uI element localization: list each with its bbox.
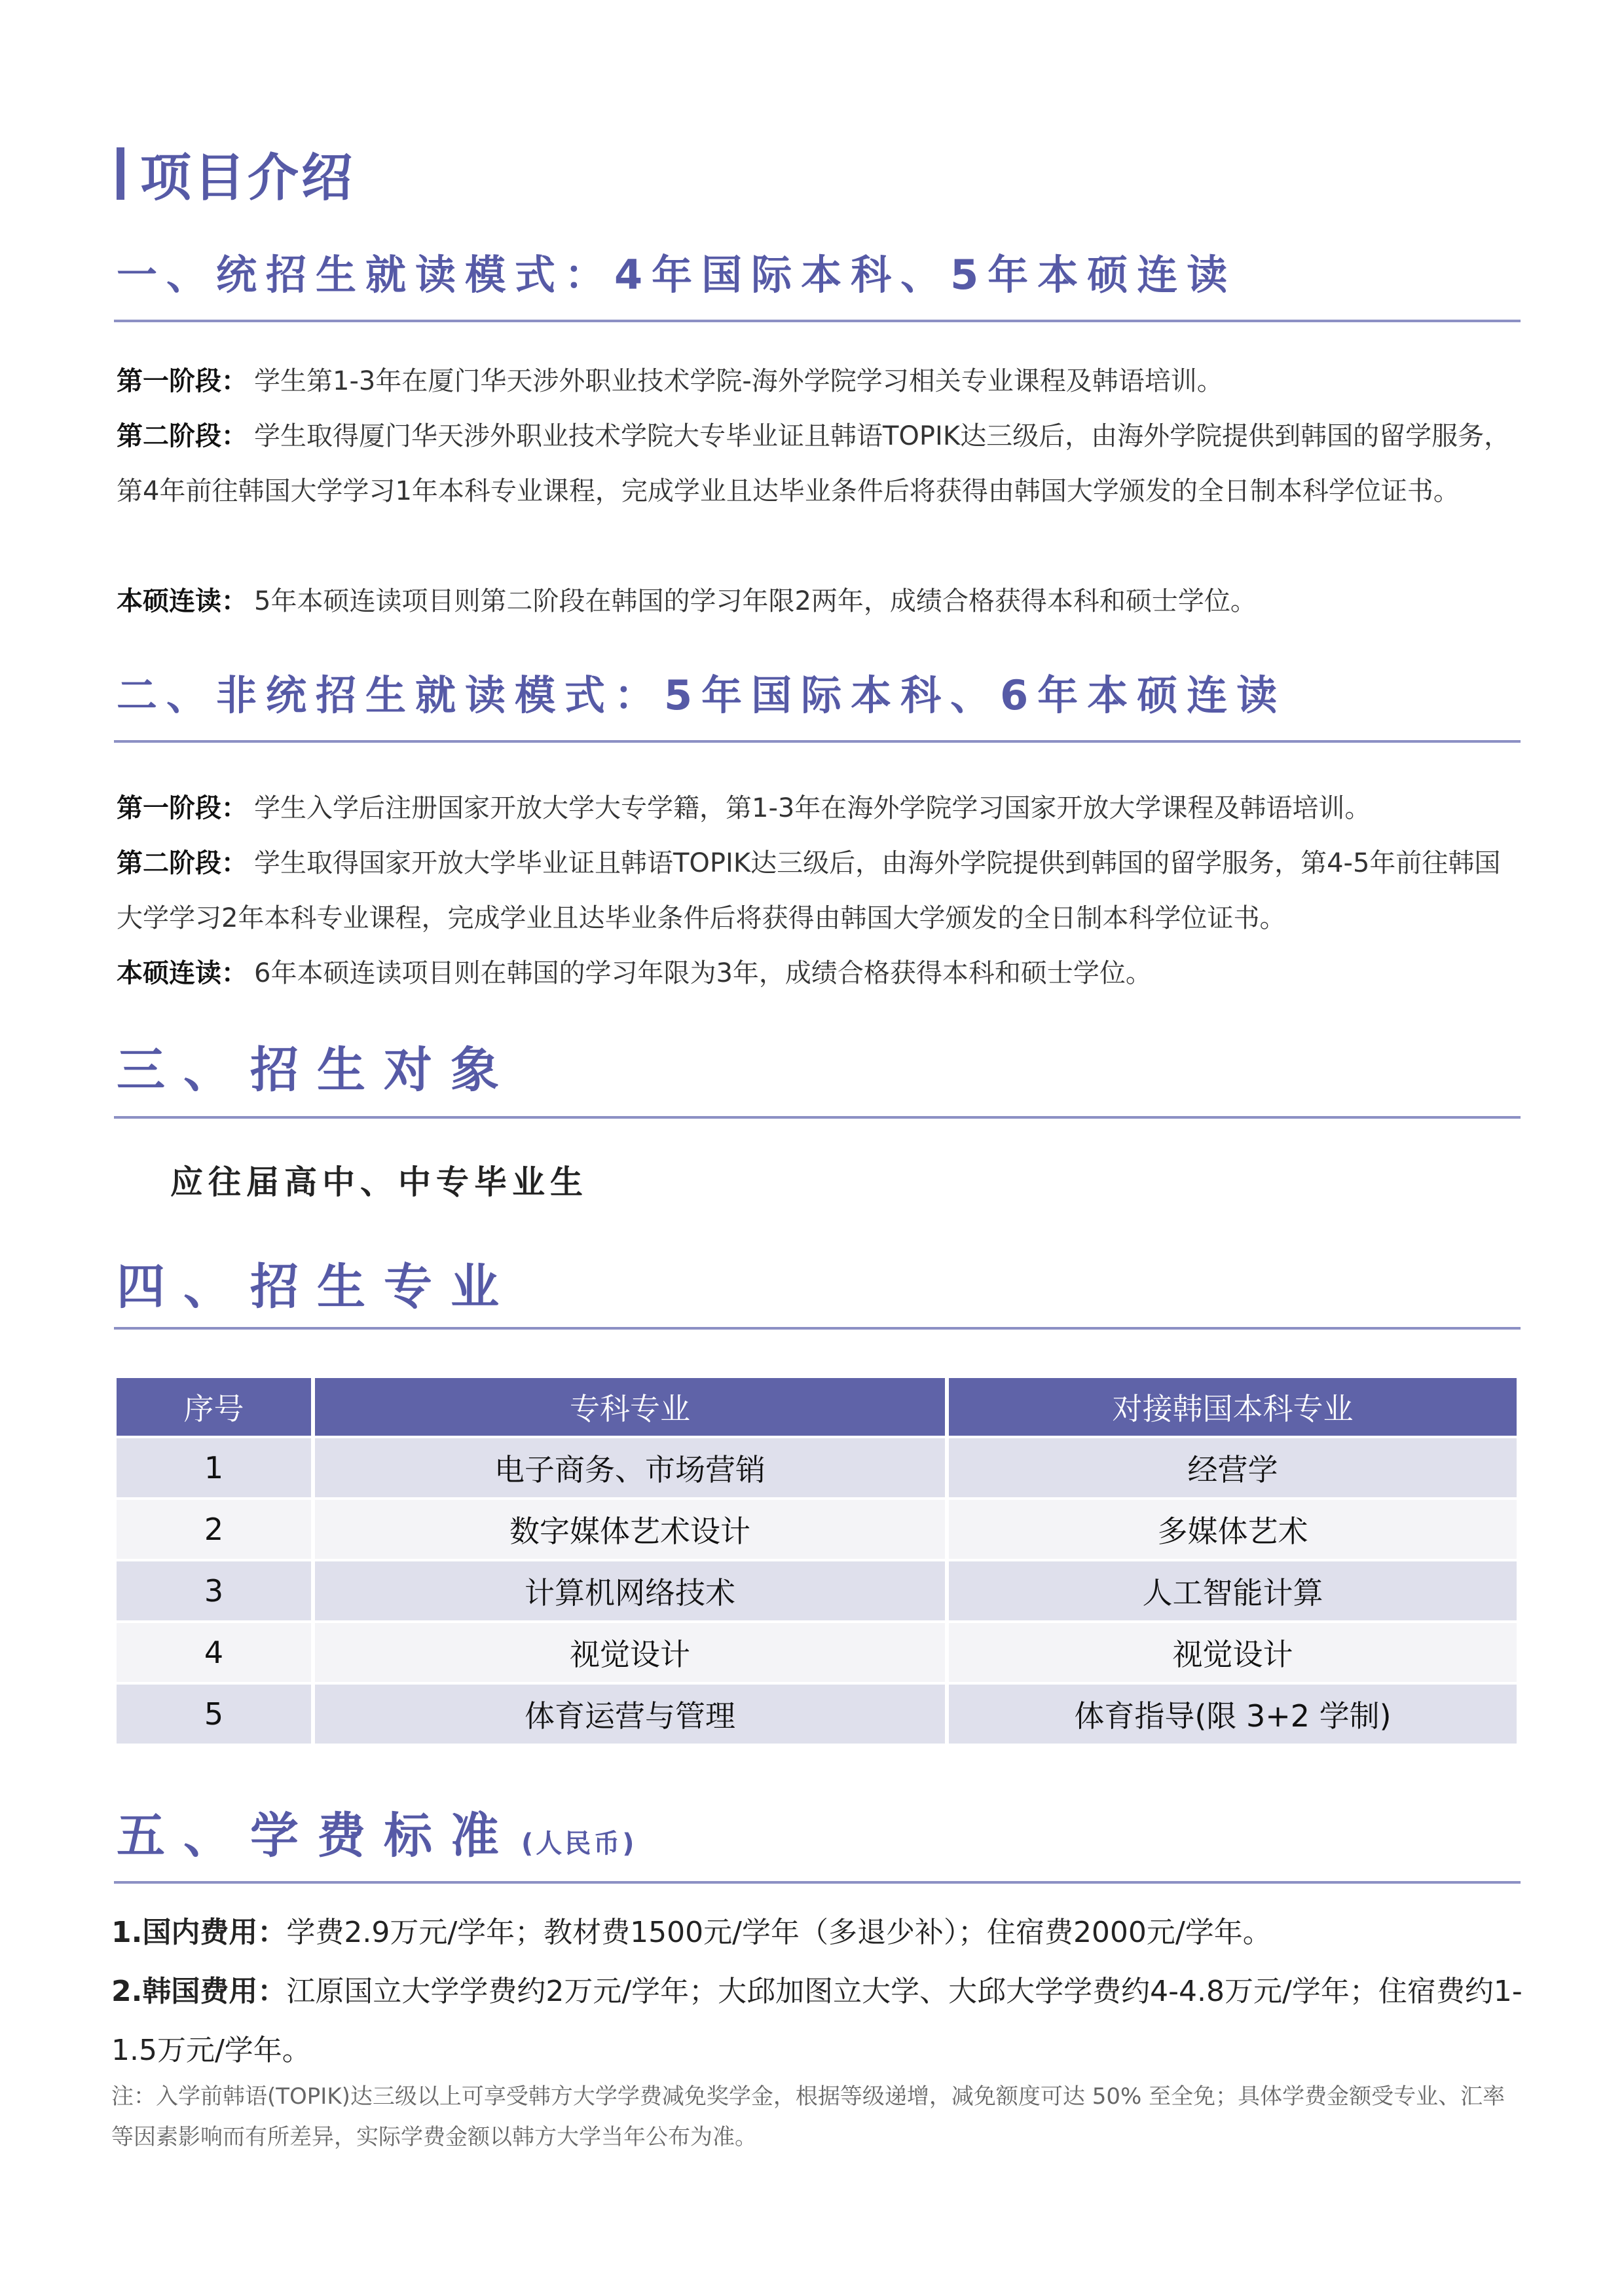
row-korean-major: 体育指导(限 3+2 学制) bbox=[949, 1685, 1517, 1744]
korea-fees-label: 2.韩国费用： bbox=[111, 1975, 287, 2008]
row-index: 5 bbox=[117, 1685, 311, 1744]
section2-stage2-text: 学生取得国家开放大学毕业证且韩语TOPIK达三级后，由海外学院提供到韩国的留学服务，第4-5年前往韩国大学学习2年本科专业课程，完成学业且达毕业条件后将获得由韩国大学颁发的全日制本科学位证书。 bbox=[117, 848, 1501, 933]
section1-master-text: 5年本硕连读项目则第二阶段在韩国的学习年限2两年，成绩合格获得本科和硕士学位。 bbox=[254, 586, 1257, 616]
header-index: 序号 bbox=[117, 1378, 311, 1436]
table-row bbox=[117, 1623, 1517, 1682]
korea-fees bbox=[111, 1962, 1526, 2080]
heading-accent-bar bbox=[117, 147, 124, 200]
table-row bbox=[117, 1500, 1517, 1559]
row-college-major: 计算机网络技术 bbox=[315, 1561, 945, 1620]
section2-stage1 bbox=[117, 781, 1524, 836]
section3-title: 三、招生对象 bbox=[117, 1042, 517, 1098]
row-korean-major: 多媒体艺术 bbox=[949, 1500, 1517, 1559]
section2-master bbox=[117, 946, 1524, 1001]
section5-title bbox=[117, 1797, 637, 1867]
fee-note: 注：入学前韩语(TOPIK)达三级以上可享受韩方大学学费减免奖学金，根据等级递增，减免额度可达 50% 至全免；具体学费金额受专业、汇率等因素影响而有所差异，实际学费金额以韩方大学当年公布为准。 bbox=[111, 2083, 1505, 2150]
section1-master-label: 本硕连读： bbox=[117, 586, 248, 616]
table-row bbox=[117, 1438, 1517, 1497]
section1-stage1-label: 第一阶段： bbox=[117, 366, 248, 396]
section2-stage1-label: 第一阶段： bbox=[117, 793, 248, 823]
section1-title: 一、统招生就读模式：4年国际本科、5年本硕连读 bbox=[117, 251, 1237, 299]
section1-stage1-text: 学生第1-3年在厦门华天涉外职业技术学院-海外学院学习相关专业课程及韩语培训。 bbox=[254, 366, 1223, 396]
table-header-row bbox=[117, 1378, 1517, 1436]
domestic-fees bbox=[111, 1903, 1526, 1962]
row-korean-major: 视觉设计 bbox=[949, 1623, 1517, 1682]
section2-master-text: 6年本硕连读项目则在韩国的学习年限为3年，成绩合格获得本科和硕士学位。 bbox=[254, 958, 1152, 988]
section3-divider bbox=[114, 1116, 1521, 1119]
row-index: 2 bbox=[117, 1500, 311, 1559]
section4-title: 四、招生专业 bbox=[117, 1259, 517, 1315]
header-korean-major: 对接韩国本科专业 bbox=[949, 1378, 1517, 1436]
section5-subtitle: (人民币) bbox=[521, 1829, 637, 1859]
enrollment-target: 应往届高中、中专毕业生 bbox=[170, 1163, 588, 1201]
row-index: 3 bbox=[117, 1561, 311, 1620]
table-row bbox=[117, 1685, 1517, 1744]
row-index: 4 bbox=[117, 1623, 311, 1682]
domestic-fees-label: 1.国内费用： bbox=[111, 1916, 287, 1949]
intro-heading bbox=[117, 144, 356, 208]
table-row bbox=[117, 1561, 1517, 1620]
majors-table bbox=[113, 1375, 1521, 1746]
row-korean-major: 人工智能计算 bbox=[949, 1561, 1517, 1620]
section1-master bbox=[117, 574, 1524, 629]
section1-divider bbox=[114, 320, 1521, 322]
row-college-major: 体育运营与管理 bbox=[315, 1685, 945, 1744]
section2-stage2 bbox=[117, 836, 1524, 946]
section1-stage2-text: 学生取得厦门华天涉外职业技术学院大专毕业证且韩语TOPIK达三级后，由海外学院提供到韩国的留学服务，第4年前往韩国大学学习1年本科专业课程，完成学业且达毕业条件后将获得由韩国大学颁发的全日制本科学位证书。 bbox=[117, 421, 1511, 506]
row-college-major: 视觉设计 bbox=[315, 1623, 945, 1682]
row-index: 1 bbox=[117, 1438, 311, 1497]
intro-title: 项目介绍 bbox=[140, 149, 356, 208]
section2-stage2-label: 第二阶段： bbox=[117, 848, 248, 878]
header-college-major: 专科专业 bbox=[315, 1378, 945, 1436]
section2-stage1-text: 学生入学后注册国家开放大学大专学籍，第1-3年在海外学院学习国家开放大学课程及韩语培训。 bbox=[254, 793, 1371, 823]
section4-divider bbox=[114, 1327, 1521, 1330]
section2-divider bbox=[114, 740, 1521, 743]
section1-stage1 bbox=[117, 354, 1524, 409]
row-college-major: 电子商务、市场营销 bbox=[315, 1438, 945, 1497]
korea-fees-text: 江原国立大学学费约2万元/学年；大邱加图立大学、大邱大学学费约4-4.8万元/学年；住宿费约1-1.5万元/学年。 bbox=[111, 1975, 1522, 2067]
section1-stage2 bbox=[117, 409, 1524, 519]
section2-master-label: 本硕连读： bbox=[117, 958, 248, 988]
section1-stage2-label: 第二阶段： bbox=[117, 421, 248, 451]
section5-title-text: 五、学费标准 bbox=[117, 1808, 517, 1864]
section5-divider bbox=[114, 1881, 1521, 1884]
section2-title: 二、非统招生就读模式：5年国际本科、6年本硕连读 bbox=[117, 671, 1287, 719]
row-korean-major: 经营学 bbox=[949, 1438, 1517, 1497]
row-college-major: 数字媒体艺术设计 bbox=[315, 1500, 945, 1559]
domestic-fees-text: 学费2.9万元/学年；教材费1500元/学年（多退少补）；住宿费2000元/学年。 bbox=[286, 1916, 1272, 1949]
